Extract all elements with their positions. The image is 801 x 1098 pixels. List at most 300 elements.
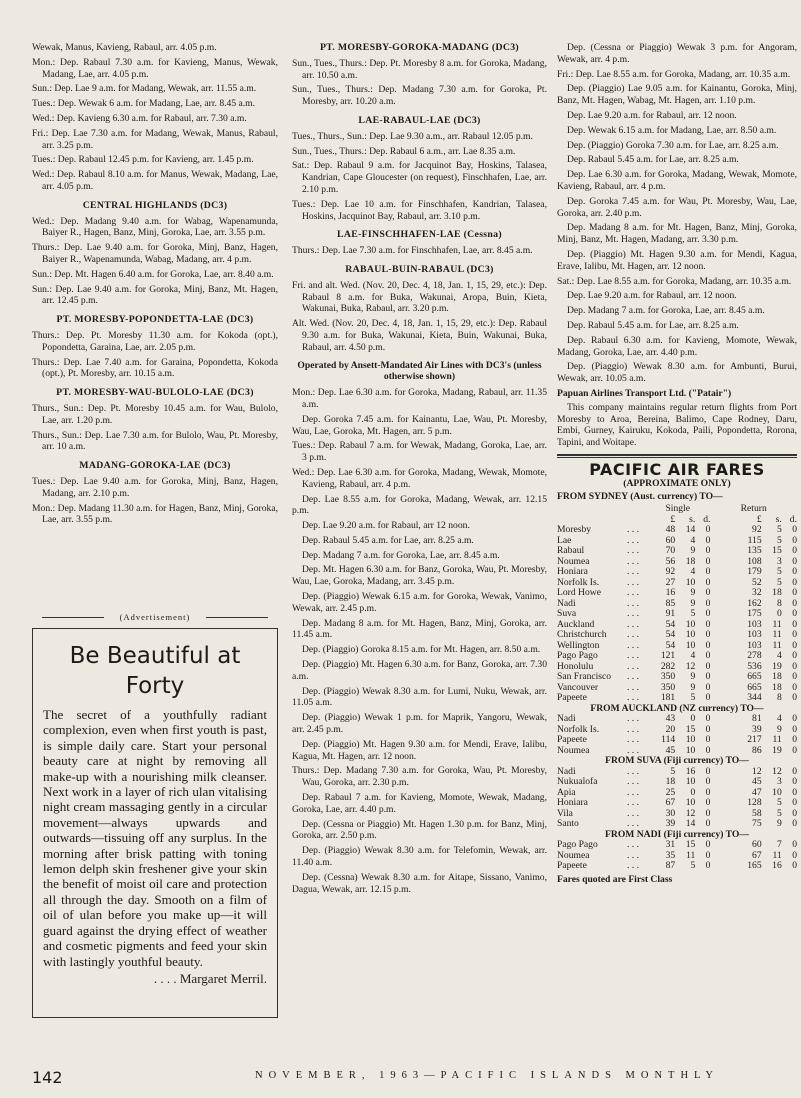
fare-return-value: 67 bbox=[752, 849, 762, 861]
fare-destination: Noumea bbox=[557, 555, 590, 567]
fare-single-value: 0 bbox=[690, 786, 696, 798]
schedule-entry: Dep. Rabaul 5.45 a.m. for Lae, arr. 8.25 a.m. bbox=[567, 319, 739, 331]
dot-leader: . . . bbox=[627, 723, 639, 735]
fare-single-value: 0 bbox=[705, 786, 711, 798]
fare-single-value: 39 bbox=[665, 818, 676, 830]
schedule-entry: Dep. Rabaul 5.45 a.m. for Lae, arr. 8.25 a.m. bbox=[567, 154, 739, 166]
fare-single-value: 91 bbox=[665, 608, 676, 620]
fare-return-value: 4 bbox=[776, 650, 782, 662]
fare-return-value: 0 bbox=[792, 555, 797, 567]
fare-return-value: 0 bbox=[792, 524, 797, 536]
fare-destination: Norfolk Is. bbox=[557, 576, 600, 588]
schedule-entry: Dep. Mt. Hagen 6.30 a.m. for Banz, Goroka, Wau, Pt. Moresby, Wau, Lae, Goroka, Madang, arr. 3.45 p.m. bbox=[292, 564, 547, 588]
schedule-entry: Dep. Rabaul 5.45 a.m. for Lae, arr. 8.25 a.m. bbox=[302, 534, 474, 546]
dot-leader: . . . bbox=[627, 776, 639, 788]
fare-destination: Nadi bbox=[557, 597, 576, 609]
fares-section-label: FROM AUCKLAND (NZ currency) TO— bbox=[590, 702, 764, 714]
schedule-entry: Thurs.: Dep. Lae 7.30 a.m. for Finschhafen, Lae, arr. 8.45 a.m. bbox=[292, 245, 533, 257]
advertisement-title bbox=[43, 641, 267, 701]
fares-note: Fares quoted are First Class bbox=[557, 873, 673, 885]
fare-return-value: 18 bbox=[772, 681, 782, 693]
schedule-entry: Thurs.: Dep. Lae 7.40 a.m. for Garaina, Popondetta, Kokoda (opt.), Pt. Moresby, arr. 10.15 a.m. bbox=[32, 356, 278, 380]
fare-return-value: 0 bbox=[792, 713, 797, 725]
fare-single-value: 181 bbox=[660, 692, 676, 704]
fare-return-value: 11 bbox=[772, 639, 782, 651]
schedule-entry: Dep. Madang 7 a.m. for Goroka, Lae, arr. 8.45 a.m. bbox=[302, 549, 500, 561]
fare-return-value: 217 bbox=[747, 734, 762, 746]
dot-leader: . . . bbox=[627, 639, 639, 651]
fare-return-value: 0 bbox=[792, 618, 797, 630]
column-right bbox=[557, 42, 797, 888]
fare-destination: Suva bbox=[557, 608, 577, 620]
schedule-entry: Dep. (Piaggio) Wewak 6.15 a.m. for Goroka, Wewak, Vanimo, Wewak, arr. 2.45 p.m. bbox=[292, 591, 547, 614]
fare-destination: Pago Pago bbox=[557, 839, 598, 851]
section-heading-lae-rabaul: LAE-RABAUL-LAE (DC3) bbox=[358, 114, 481, 126]
fare-single-value: 27 bbox=[665, 576, 676, 588]
fare-return-value: 11 bbox=[772, 734, 782, 746]
schedule-entry: Dep. (Piaggio) Mt. Hagen 9.30 a.m. for Mendi, Kagua, Erave, Ialibu, Mt. Hagen, arr. 12 noon. bbox=[557, 248, 797, 272]
fare-single-value: 18 bbox=[665, 776, 676, 788]
fare-single-value: 0 bbox=[705, 629, 711, 641]
fare-return-value: 18 bbox=[772, 587, 782, 599]
fare-return-value: 536 bbox=[747, 660, 762, 672]
fare-return-value: 0 bbox=[792, 587, 797, 599]
fare-single-value: 0 bbox=[705, 744, 711, 756]
fare-single-value: 4 bbox=[690, 534, 696, 546]
schedule-entry: Dep. (Piaggio) Goroka 7.30 a.m. for Lae, arr. 8.25 a.m. bbox=[567, 139, 779, 151]
fare-single-value: 0 bbox=[705, 860, 711, 872]
fares-table bbox=[557, 504, 797, 872]
fare-single-value: 10 bbox=[685, 629, 696, 641]
section-heading-wau-bulolo: PT. MORESBY-WAU-BULOLO-LAE (DC3) bbox=[56, 387, 254, 399]
fare-single-value: 0 bbox=[705, 849, 711, 861]
schedule-entry: Mon.: Dep. Rabaul 7.30 a.m. for Kavieng, Manus, Wewak, Madang, Lae, arr. 4.05 p.m. bbox=[32, 56, 278, 80]
fare-single-value: 31 bbox=[665, 839, 676, 851]
dot-leader: . . . bbox=[627, 545, 639, 557]
fare-return-value: 4 bbox=[776, 713, 782, 725]
dot-leader: . . . bbox=[627, 713, 639, 725]
fare-single-value: 0 bbox=[705, 587, 711, 599]
fare-return-value: 0 bbox=[792, 534, 797, 546]
fare-destination: Christchurch bbox=[557, 629, 607, 641]
advertisement-label: (Advertisement) bbox=[32, 612, 278, 622]
fares-title: PACIFIC AIR FARES bbox=[589, 459, 765, 479]
fare-destination: Vila bbox=[557, 807, 573, 819]
schedule-entry: Dep. (Piaggio) Mt. Hagen 6.30 a.m. for Banz, Goroka, arr. 7.30 a.m. bbox=[292, 659, 547, 682]
schedule-buin bbox=[292, 280, 547, 354]
dot-leader: . . . bbox=[627, 555, 639, 567]
schedule-entry: Dep. Goroka 7.45 a.m. for Wau, Pt. Moresby, Wau, Lae, Goroka, arr. 2.40 p.m. bbox=[557, 195, 797, 219]
fare-destination: San Francisco bbox=[557, 671, 612, 683]
schedule-entry: Dep. Madang 8 a.m. for Mt. Hagen, Banz, Minj, Goroka, Minj, Banz, Mt. Hagen, Madang, arr. 3.30 p.m. bbox=[557, 222, 797, 246]
schedule-wau-bulolo bbox=[32, 403, 278, 453]
fare-single-value: 350 bbox=[660, 671, 676, 683]
schedule-entry: Dep. Lae 9.20 a.m. for Rabaul, arr. 12 noon. bbox=[567, 109, 737, 121]
fare-single-value: 16 bbox=[685, 765, 696, 777]
fare-return-value: 9 bbox=[776, 723, 782, 735]
fare-single-value: 0 bbox=[705, 839, 711, 851]
schedule-entry: Dep. Wewak 6.15 a.m. for Madang, Lae, arr. 8.50 a.m. bbox=[567, 124, 777, 136]
dot-leader: . . . bbox=[627, 786, 639, 798]
schedule-entry: Alt. Wed. (Nov. 20, Dec. 4, 18, Jan. 1, 15, 29, etc.): Dep. Rabaul 9.30 a.m. for Buka, Wakunai, Kieta, Buin, Wakunai, Buka, Rabaul, arr. 4.50 p.m. bbox=[292, 318, 547, 353]
fare-return-value: 8 bbox=[776, 597, 782, 609]
fare-return-value: 11 bbox=[772, 849, 782, 861]
fare-return-value: 0 bbox=[792, 545, 797, 557]
fare-single-value: 282 bbox=[660, 660, 676, 672]
fare-single-value: 30 bbox=[665, 807, 676, 819]
dot-leader: . . . bbox=[627, 587, 639, 599]
fare-single-value: 54 bbox=[665, 639, 676, 651]
fare-return-value: 665 bbox=[747, 671, 762, 683]
section-heading-ansett: Operated by Ansett-Mandated Air Lines with DC3's (unless otherwise shown) bbox=[297, 359, 542, 383]
schedule-entry: Dep. Goroka 7.45 a.m. for Kainantu, Lae, Wau, Pt. Moresby, Wau, Lae, Goroka, Mt. Hagen, arr. 5 p.m. bbox=[292, 413, 547, 437]
fare-return-value: 0 bbox=[792, 797, 797, 809]
fare-destination: Honiara bbox=[557, 797, 588, 809]
dot-leader: . . . bbox=[627, 839, 639, 851]
fare-destination: Lae bbox=[557, 534, 572, 546]
fare-single-value: 11 bbox=[686, 849, 696, 861]
fare-single-value: 20 bbox=[665, 723, 676, 735]
schedule-entry: Sun., Tues., Thurs.: Dep. Rabaul 6 a.m., arr. Lae 8.35 a.m. bbox=[292, 145, 516, 157]
fares-subtitle: (APPROXIMATE ONLY) bbox=[623, 477, 731, 489]
schedule-entry: Tues.: Dep. Lae 10 a.m. for Finschhafen, Kandrian, Talasea, Hoskins, Jacquinot Bay, Rabaul, arr. 3.10 p.m. bbox=[292, 198, 547, 222]
fare-return-value: 108 bbox=[747, 555, 762, 567]
fare-single-value: 0 bbox=[705, 671, 711, 683]
fare-return-value: 32 bbox=[752, 587, 762, 599]
schedule-entry: Dep. (Cessna or Piaggio) Mt. Hagen 1.30 p.m. for Banz, Minj, Goroka, arr. 2.50 p.m. bbox=[292, 818, 547, 842]
fare-single-value: 48 bbox=[665, 524, 676, 536]
schedule-entry: Dep. (Cessna) Wewak 8.30 a.m. for Aitape, Sissano, Vanimo, Dagua, Wewak, arr. 12.15 p.m. bbox=[292, 871, 547, 895]
fare-return-value: 12 bbox=[752, 765, 762, 777]
fare-single-value: 10 bbox=[685, 744, 696, 756]
fare-return-value: 115 bbox=[747, 534, 762, 546]
fare-destination: Noumea bbox=[557, 849, 590, 861]
fare-return-value: 0 bbox=[792, 639, 797, 651]
schedule-popondetta bbox=[32, 330, 278, 380]
fare-return-value: 10 bbox=[772, 786, 782, 798]
fare-return-value: 7 bbox=[776, 839, 782, 851]
schedule-entry: Dep. (Piaggio) Wewak 8.30 a.m. for Telefomin, Wewak, arr. 11.40 a.m. bbox=[292, 845, 547, 869]
fare-single-value: 16 bbox=[665, 587, 676, 599]
fare-single-value: 5 bbox=[690, 860, 696, 872]
fare-return-value: 0 bbox=[776, 608, 782, 620]
fare-single-value: 0 bbox=[705, 660, 711, 672]
fare-destination: Vancouver bbox=[557, 681, 599, 693]
fare-destination: Rabaul bbox=[557, 545, 585, 557]
dot-leader: . . . bbox=[627, 566, 639, 578]
advertisement-signature: . . . . Margaret Merril. bbox=[153, 970, 267, 986]
fare-return-value: 0 bbox=[792, 807, 797, 819]
column-left bbox=[32, 42, 278, 529]
fare-single-value: 0 bbox=[705, 765, 711, 777]
fare-single-value: 5 bbox=[690, 608, 696, 620]
fare-destination: Noumea bbox=[557, 744, 590, 756]
fare-return-value: 92 bbox=[752, 524, 762, 536]
fare-single-value: 12 bbox=[685, 660, 696, 672]
fare-single-value: 43 bbox=[665, 713, 676, 725]
fare-return-value: 8 bbox=[776, 692, 782, 704]
fare-return-value: 0 bbox=[792, 597, 797, 609]
fare-return-value: 19 bbox=[772, 744, 782, 756]
unit-pounds: £ bbox=[670, 513, 676, 525]
fare-single-value: 9 bbox=[690, 545, 696, 557]
fare-single-value: 0 bbox=[705, 734, 711, 746]
dot-leader: . . . bbox=[627, 765, 639, 777]
schedule-entry: Thurs.: Dep. Pt. Moresby 11.30 a.m. for Kokoda (opt.), Popondetta, Garaina, Lae, arr. 2.05 p.m. bbox=[32, 329, 278, 353]
schedule-entry: Sun.: Dep. Lae 9 a.m. for Madang, Wewak, arr. 11.55 a.m. bbox=[32, 83, 257, 95]
section-heading-finschhafen: LAE-FINSCHHAFEN-LAE (Cessna) bbox=[337, 229, 502, 241]
fare-single-value: 121 bbox=[660, 650, 676, 662]
schedule-entry: Dep. Rabaul 6.30 a.m. for Kavieng, Momote, Wewak, Madang, Goroka, Lae, arr. 4.40 p.m. bbox=[557, 334, 797, 358]
fare-single-value: 0 bbox=[705, 534, 711, 546]
fare-return-value: 0 bbox=[792, 576, 797, 588]
fare-single-value: 114 bbox=[661, 734, 676, 746]
fare-single-value: 60 bbox=[665, 534, 676, 546]
fare-single-value: 14 bbox=[685, 818, 696, 830]
fare-return-value: 344 bbox=[747, 692, 762, 704]
dot-leader: . . . bbox=[627, 734, 639, 746]
fare-return-value: 128 bbox=[747, 797, 762, 809]
schedule-central-highlands bbox=[32, 216, 278, 308]
fare-return-value: 5 bbox=[776, 576, 782, 588]
dot-leader: . . . bbox=[627, 671, 639, 683]
dot-leader: . . . bbox=[627, 524, 639, 536]
schedule-entry: Dep. (Piaggio) Wewak 1 p.m. for Maprik, Yangoru, Wewak, arr. 2.45 p.m. bbox=[292, 712, 547, 736]
fare-destination: Norfolk Is. bbox=[557, 723, 600, 735]
schedule-entry: Dep. (Piaggio) Wewak 8.30 a.m. for Lumi, Nuku, Wewak, arr. 11.05 a.m. bbox=[292, 685, 547, 709]
schedule-entry: Mon.: Dep. Madang 11.30 a.m. for Hagen, Banz, Minj, Goroka, Lae, arr. 3.55 p.m. bbox=[32, 502, 278, 526]
column-middle bbox=[292, 42, 547, 898]
fare-return-value: 75 bbox=[752, 818, 762, 830]
fare-single-value: 10 bbox=[685, 576, 696, 588]
fare-single-value: 70 bbox=[665, 545, 676, 557]
single-header: Single bbox=[665, 503, 690, 515]
fare-single-value: 56 bbox=[665, 555, 676, 567]
fare-single-value: 5 bbox=[690, 692, 696, 704]
schedule-entry: Thurs.: Dep. Madang 7.30 a.m. for Goroka, Wau, Pt. Moresby, Wau, Goroka, arr. 2.30 p.m. bbox=[292, 765, 547, 789]
fare-return-value: 39 bbox=[752, 723, 762, 735]
fare-destination: Papeete bbox=[557, 734, 587, 746]
section-heading-central-highlands: CENTRAL HIGHLANDS (DC3) bbox=[82, 199, 228, 211]
fare-return-value: 18 bbox=[772, 671, 782, 683]
schedule-entry: Tues.: Dep. Lae 9.40 a.m. for Goroka, Minj, Banz, Hagen, Madang, arr. 2.10 p.m. bbox=[32, 475, 278, 499]
section-heading-popondetta: PT. MORESBY-POPONDETTA-LAE (DC3) bbox=[56, 314, 254, 326]
fare-return-value: 0 bbox=[792, 566, 797, 578]
fare-single-value: 0 bbox=[705, 566, 711, 578]
fare-return-value: 9 bbox=[776, 818, 782, 830]
fare-destination: Auckland bbox=[557, 618, 595, 630]
schedule-continued-right bbox=[557, 42, 797, 385]
fare-single-value: 9 bbox=[690, 671, 696, 683]
fare-destination: Wellington bbox=[557, 639, 600, 651]
divider bbox=[557, 457, 797, 458]
fare-destination: Apia bbox=[557, 786, 576, 798]
dot-leader: . . . bbox=[627, 608, 639, 620]
fare-single-value: 14 bbox=[685, 524, 696, 536]
fare-single-value: 35 bbox=[665, 849, 676, 861]
dot-leader: . . . bbox=[627, 660, 639, 672]
fare-return-value: 0 bbox=[792, 765, 797, 777]
fare-destination: Pago Pago bbox=[557, 650, 598, 662]
fare-single-value: 54 bbox=[665, 629, 676, 641]
divider bbox=[557, 454, 797, 456]
fare-single-value: 10 bbox=[685, 639, 696, 651]
schedule-entry: Dep. (Piaggio) Lae 9.05 a.m. for Kainantu, Goroka, Minj, Banz, Mt. Hagen, Wabag, Mt. Hagen, arr. 1.10 p.m. bbox=[557, 83, 797, 107]
fare-return-value: 3 bbox=[776, 776, 782, 788]
fare-return-value: 5 bbox=[776, 524, 782, 536]
schedule-ansett bbox=[292, 387, 547, 895]
fare-return-value: 0 bbox=[792, 608, 797, 620]
fare-return-value: 0 bbox=[792, 650, 797, 662]
fare-return-value: 5 bbox=[776, 566, 782, 578]
schedule-entry: Thurs.: Dep. Lae 9.40 a.m. for Goroka, Minj, Banz, Hagen, Baiyer R., Wapenamunda, Wabag, Madang, arr. 4 p.m. bbox=[32, 242, 278, 265]
fare-single-value: 10 bbox=[685, 797, 696, 809]
dot-leader: . . . bbox=[627, 807, 639, 819]
section-heading-buin: RABAUL-BUIN-RABAUL (DC3) bbox=[345, 263, 494, 275]
fare-destination: Papeete bbox=[557, 860, 587, 872]
dot-leader: . . . bbox=[627, 681, 639, 693]
fare-return-value: 86 bbox=[752, 744, 762, 756]
schedule-entry: Fri.: Dep. Lae 7.30 a.m. for Madang, Wewak, Manus, Rabaul, arr. 3.25 p.m. bbox=[32, 127, 278, 151]
fare-single-value: 18 bbox=[685, 555, 696, 567]
fare-destination: Honolulu bbox=[557, 660, 594, 672]
fare-return-value: 0 bbox=[792, 860, 797, 872]
schedule-entry: Dep. (Piaggio) Goroka 8.15 a.m. for Mt. Hagen, arr. 8.50 a.m. bbox=[302, 644, 541, 656]
fare-single-value: 10 bbox=[685, 618, 696, 630]
fare-return-value: 5 bbox=[776, 797, 782, 809]
fare-single-value: 0 bbox=[705, 650, 711, 662]
schedule-entry: Thurs., Sun.: Dep. Pt. Moresby 10.45 a.m. for Wau, Bulolo, Lae, arr. 1.20 p.m. bbox=[32, 402, 278, 426]
fare-single-value: 0 bbox=[705, 545, 711, 557]
advertisement-title-text: Be Beautiful at Forty bbox=[69, 643, 241, 699]
unit-pence: d. bbox=[703, 513, 711, 525]
schedule-entry: Dep. Lae 8.55 a.m. for Goroka, Madang, Wewak, arr. 12.15 p.m. bbox=[292, 493, 547, 517]
dot-leader: . . . bbox=[627, 576, 639, 588]
schedule-entry: Dep. Lae 9.20 a.m. for Rabaul, arr. 12 noon. bbox=[567, 290, 737, 302]
schedule-moresby-goroka bbox=[292, 58, 547, 108]
schedule-entry: Wed.: Dep. Lae 6.30 a.m. for Goroka, Madang, Wewak, Momote, Kavieng, Rabaul, arr. 4 p.m. bbox=[292, 466, 547, 490]
section-heading-madang-goroka: MADANG-GOROKA-LAE (DC3) bbox=[79, 460, 231, 472]
fare-destination: Papeete bbox=[557, 692, 587, 704]
fare-single-value: 87 bbox=[665, 860, 676, 872]
patair-heading-text: Papuan Airlines Transport Ltd. ("Patair") bbox=[557, 387, 732, 399]
fare-return-value: 58 bbox=[752, 807, 762, 819]
fare-return-value: 165 bbox=[747, 860, 762, 872]
schedule-entry: Dep. Lae 6.30 a.m. for Goroka, Madang, Wewak, Momote, Kavieng, Rabaul, arr. 4 p.m. bbox=[557, 169, 797, 192]
fare-return-value: 11 bbox=[772, 629, 782, 641]
schedule-finschhafen bbox=[292, 245, 547, 257]
patair-heading bbox=[557, 388, 797, 400]
running-head: NOVEMBER, 1963—PACIFIC ISLANDS MONTHLY bbox=[255, 1070, 719, 1081]
fare-return-value: 52 bbox=[752, 576, 762, 588]
fare-return-value: 0 bbox=[792, 849, 797, 861]
schedule-entry: Dep. (Piaggio) Wewak 8.30 a.m. for Ambunti, Burui, Wewak, arr. 10.05 a.m. bbox=[557, 361, 797, 385]
fare-single-value: 15 bbox=[685, 839, 696, 851]
schedule-entry: Sun.: Dep. Mt. Hagen 6.40 a.m. for Goroka, Lae, arr. 8.40 a.m. bbox=[32, 268, 274, 280]
fare-return-value: 0 bbox=[792, 776, 797, 788]
fare-single-value: 0 bbox=[705, 597, 711, 609]
fare-single-value: 0 bbox=[705, 555, 711, 567]
fare-single-value: 0 bbox=[705, 818, 711, 830]
fare-return-value: 0 bbox=[792, 786, 797, 798]
advertisement-box bbox=[32, 628, 278, 1018]
fare-destination: Santo bbox=[557, 818, 579, 830]
fare-single-value: 350 bbox=[660, 681, 676, 693]
fare-single-value: 0 bbox=[705, 776, 711, 788]
schedule-entry: Fri. and alt. Wed. (Nov. 20, Dec. 4, 18, Jan. 1, 15, 29, etc.): Dep. Rabaul 8 a.m. for Buka, Wakunai, Aropa, Buin, Kieta, Wakunai, Buka, Rabaul, arr. 3.20 p.m. bbox=[292, 279, 547, 315]
fare-return-value: 278 bbox=[747, 650, 762, 662]
fare-single-value: 0 bbox=[705, 576, 711, 588]
dot-leader: . . . bbox=[627, 629, 639, 641]
schedule-entry: Dep. Madang 7 a.m. for Goroka, Lae, arr. 8.45 a.m. bbox=[567, 305, 765, 317]
fare-return-value: 179 bbox=[747, 566, 762, 578]
fare-return-value: 5 bbox=[776, 807, 782, 819]
schedule-entry: Wed.: Dep. Kavieng 6.30 a.m. for Rabaul, arr. 7.30 a.m. bbox=[32, 112, 247, 124]
dot-leader: . . . bbox=[627, 534, 639, 546]
fare-return-value: 19 bbox=[772, 660, 782, 672]
fare-single-value: 0 bbox=[705, 797, 711, 809]
fare-destination: Nadi bbox=[557, 765, 576, 777]
schedule-entry: Tues.: Dep. Rabaul 12.45 p.m. for Kavieng, arr. 1.45 p.m. bbox=[32, 154, 254, 166]
fare-return-value: 3 bbox=[776, 555, 782, 567]
schedule-entry: Tues.: Dep. Rabaul 7 a.m. for Wewak, Madang, Goroka, Lae, arr. 3 p.m. bbox=[292, 440, 547, 464]
fare-return-value: 16 bbox=[772, 860, 782, 872]
fare-single-value: 4 bbox=[690, 650, 696, 662]
fare-single-value: 0 bbox=[705, 692, 711, 704]
fare-single-value: 0 bbox=[705, 713, 711, 725]
schedule-entry: Dep. (Piaggio) Mt. Hagen 9.30 a.m. for Mendi, Erave, Ialibu, Kagua, Mt. Hagen, arr. 12 noon. bbox=[292, 738, 547, 762]
fare-single-value: 0 bbox=[705, 608, 711, 620]
fare-return-value: 60 bbox=[752, 839, 762, 851]
dot-leader: . . . bbox=[627, 650, 639, 662]
fare-single-value: 0 bbox=[705, 807, 711, 819]
dot-leader: . . . bbox=[627, 744, 639, 756]
fare-return-value: 0 bbox=[792, 723, 797, 735]
fare-return-value: 0 bbox=[792, 681, 797, 693]
fare-return-value: 665 bbox=[747, 681, 762, 693]
fare-return-value: 81 bbox=[752, 713, 762, 725]
fare-destination: Nukualofa bbox=[557, 776, 598, 788]
fare-return-value: 5 bbox=[776, 534, 782, 546]
fare-return-value: 12 bbox=[772, 765, 782, 777]
fare-return-value: 0 bbox=[792, 839, 797, 851]
return-header: Return bbox=[740, 503, 767, 515]
fare-single-value: 0 bbox=[705, 524, 711, 536]
page-number: 142 bbox=[32, 1068, 63, 1087]
schedule-madang-goroka bbox=[32, 476, 278, 526]
dot-leader: . . . bbox=[627, 797, 639, 809]
fare-return-value: 11 bbox=[772, 618, 782, 630]
unit-pounds: £ bbox=[756, 513, 762, 525]
fare-single-value: 5 bbox=[670, 765, 676, 777]
fare-single-value: 0 bbox=[705, 681, 711, 693]
fare-return-value: 45 bbox=[752, 776, 762, 788]
fare-return-value: 175 bbox=[747, 608, 762, 620]
fare-single-value: 0 bbox=[705, 639, 711, 651]
schedule-entry: Wed.: Dep. Madang 9.40 a.m. for Wabag, Wapenamunda, Baiyer R., Hagen, Banz, Minj, Goroka, Lae, arr. 3.55 p.m. bbox=[32, 215, 278, 239]
dot-leader: . . . bbox=[627, 597, 639, 609]
fare-return-value: 0 bbox=[792, 660, 797, 672]
fare-single-value: 92 bbox=[665, 566, 676, 578]
fare-return-value: 15 bbox=[772, 545, 782, 557]
schedule-entry: Wewak, Manus, Kavieng, Rabaul, arr. 4.05 p.m. bbox=[32, 42, 217, 53]
fare-single-value: 10 bbox=[685, 734, 696, 746]
schedule-entry: Sat.: Dep. Lae 8.55 a.m. for Goroka, Madang, arr. 10.35 a.m. bbox=[557, 275, 792, 287]
fare-return-value: 0 bbox=[792, 629, 797, 641]
fares-section-label: FROM NADI (Fiji currency) TO— bbox=[605, 828, 749, 840]
fare-return-value: 47 bbox=[752, 786, 762, 798]
unit-shillings: s. bbox=[775, 513, 782, 525]
